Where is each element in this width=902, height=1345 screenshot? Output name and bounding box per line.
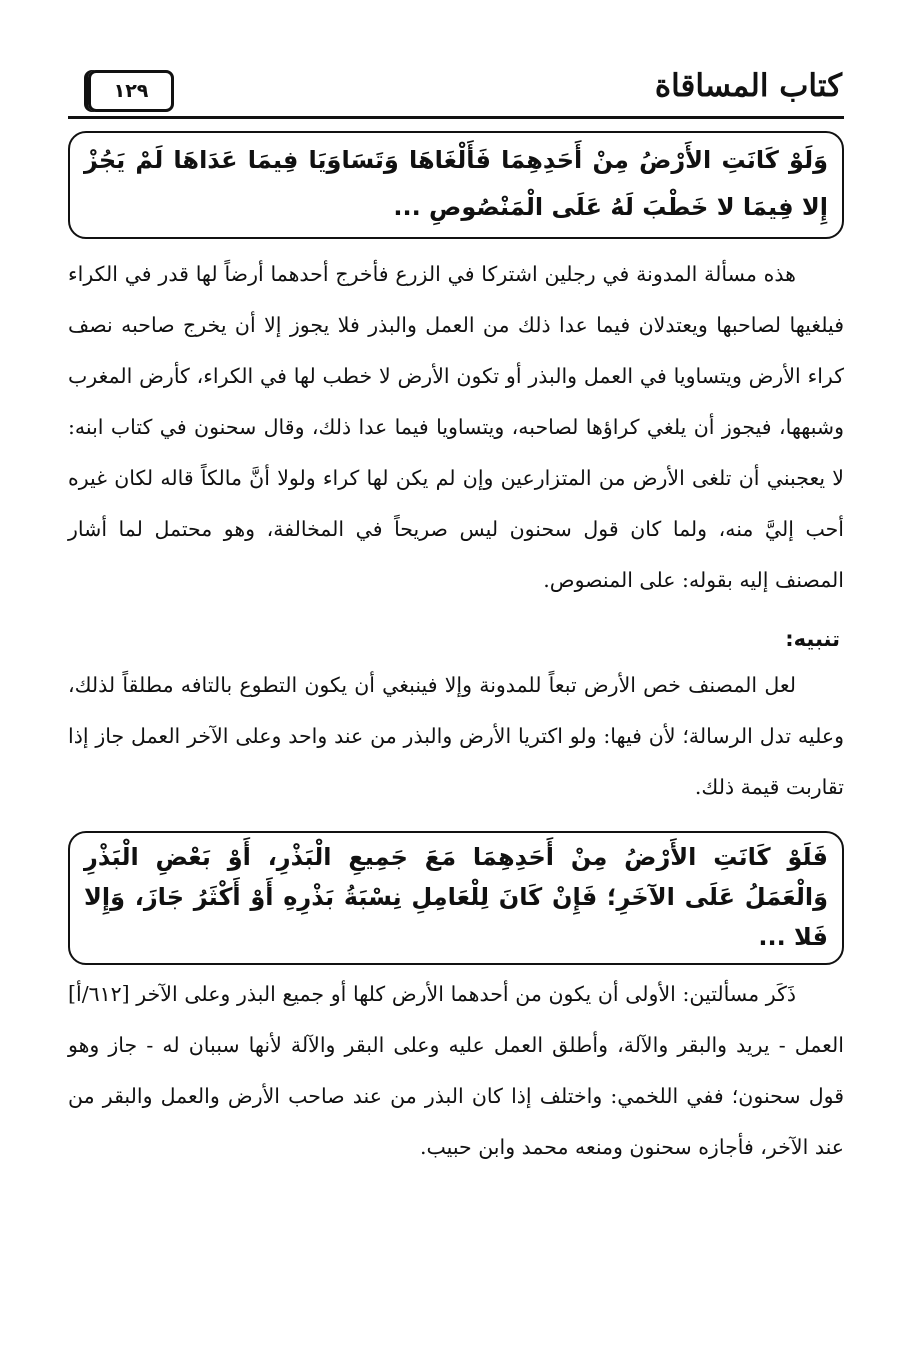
matn-box-2: فَلَوْ كَانَتِ الأَرْضُ مِنْ أَحَدِهِمَا مَعَ جَمِيعِ الْبَذْرِ، أَوْ بَعْضِ الْبَذْرِ وَالْعَمَلُ عَلَى الآخَرِ؛ فَإِنْ كَانَ لِلْعَامِلِ نِسْبَةُ بَذْرِهِ أَوْ أَكْثَرُ جَازَ، وَإِلا فَلا ... xyxy=(68,831,844,965)
commentary-paragraph-1: هذه مسألة المدونة في رجلين اشتركا في الزرع فأخرج أحدهما أرضاً لها قدر في الكراء فيلغيها لصاحبها ويعتدلان فيما عدا ذلك من العمل والبذر فلا يجوز إلا أن يخرج صاحبه نصف كراء الأرض ويتساويا في العمل والبذر أو تكون الأرض لا خطب لها في الكراء، كأرض المغرب وشبهها، فيجوز أن يلغي كراؤها لصاحبه، ويتساويا فيما عدا ذلك، وقال سحنون في كتاب ابنه: لا يعجبني أن تلغى الأرض من المتزارعين وإن لم يكن لها كراء ولولا أنَّ مالكاً قاله لكان غيره أحب إليَّ منه، ولما كان قول سحنون ليس صريحاً في المخالفة، وهو محتمل لما أشار المصنف إليه بقوله: على المنصوص. xyxy=(68,262,844,592)
running-header xyxy=(68,60,844,119)
book-page xyxy=(68,60,844,1173)
note-heading: تنبيه: xyxy=(785,627,840,651)
matn-box-1: وَلَوْ كَانَتِ الأَرْضُ مِنْ أَحَدِهِمَا فَأَلْغَاهَا وَتَسَاوَيَا فِيمَا عَدَاهَا لَمْ يَجُزْ إِلا فِيمَا لا خَطْبَ لَهُ عَلَى الْمَنْصُوصِ ... xyxy=(68,131,844,239)
page-number: ١٢٩ xyxy=(88,70,174,112)
commentary-paragraph-2: ذَكَر مسألتين: الأولى أن يكون من أحدهما الأرض كلها أو جميع البذر وعلى الآخر [٦١٢/أ] العمل - يريد والبقر والآلة، وأطلق العمل عليه وعلى البقر والآلة لأنها سببان له - جاز وهو قول سحنون؛ ففي اللخمي: واختلف إذا كان البذر من عند صاحب الأرض والعمل والبقر من عند الآخر، فأجازه سحنون ومنعه محمد وابن حبيب. xyxy=(68,982,844,1159)
note-paragraph: لعل المصنف خص الأرض تبعاً للمدونة وإلا فينبغي أن يكون التطوع بالتافه مطلقاً لذلك، وعليه تدل الرسالة؛ لأن فيها: ولو اكتريا الأرض والبذر من عند واحد وعلى الآخر العمل جاز إذا تقاربت قيمة ذلك. xyxy=(68,673,844,799)
book-title: كتاب المساقاة xyxy=(654,68,842,104)
